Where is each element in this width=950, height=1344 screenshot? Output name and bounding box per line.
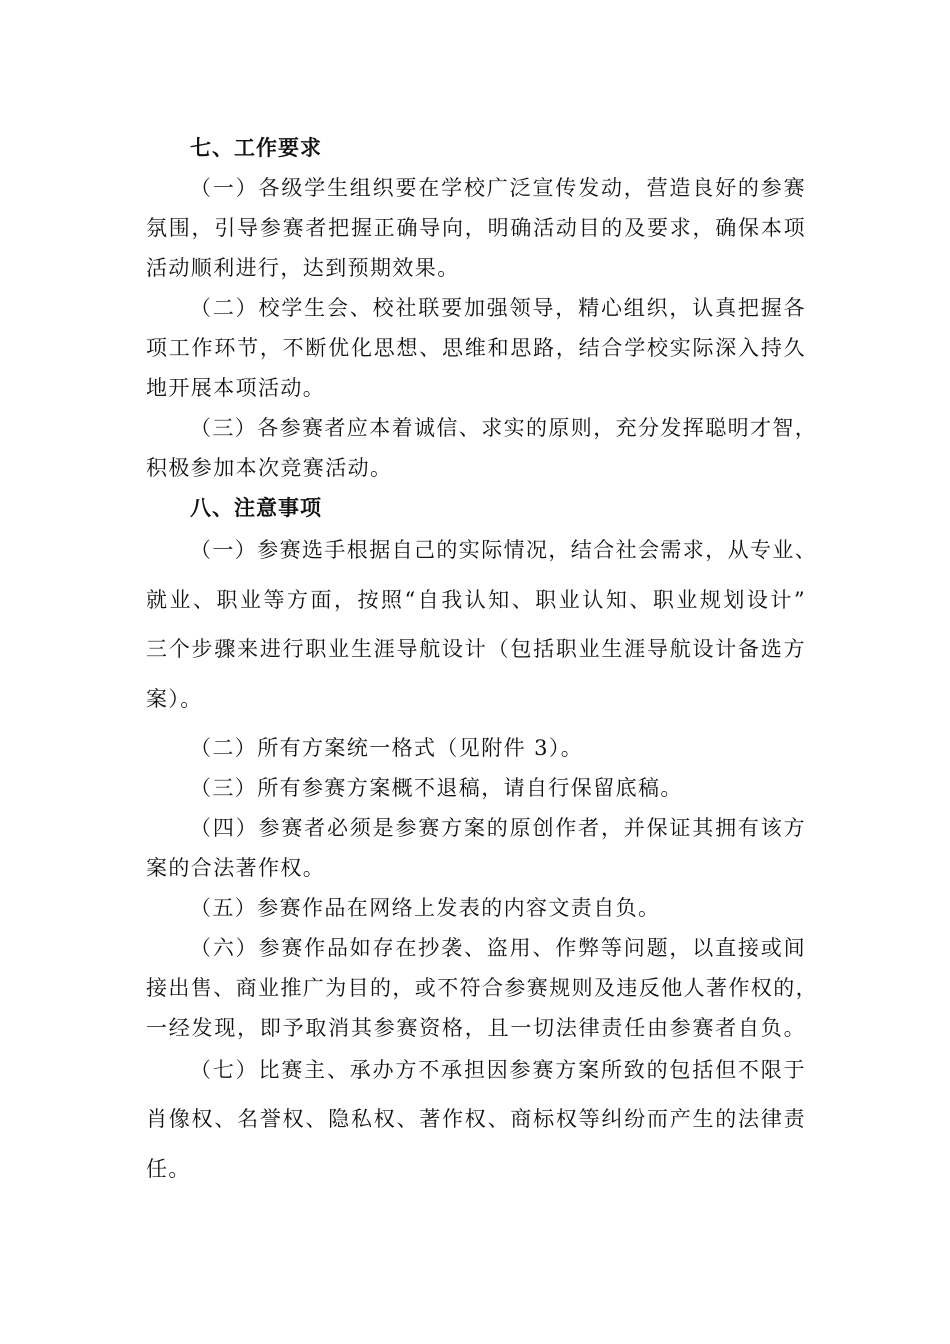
paragraph-line: 三个步骤来进行职业生涯导航设计（包括职业生涯导航设计备选方 <box>146 637 806 661</box>
section-heading-work-requirements: 七、工作要求 <box>190 136 322 160</box>
paragraph-line: 积极参加本次竞赛活动。 <box>146 456 393 480</box>
paragraph-line: 一经发现，即予取消其参赛资格，且一切法律责任由参赛者自负。 <box>146 1016 806 1040</box>
paragraph-line: 任。 <box>146 1157 191 1181</box>
paragraph-line: （五）参赛作品在网络上发表的内容文责自负。 <box>190 896 661 920</box>
paragraph-line: （六）参赛作品如存在抄袭、盗用、作弊等问题，以直接或间 <box>190 936 806 960</box>
paragraph-line: （三）各参赛者应本着诚信、求实的原则，充分发挥聪明才智， <box>190 416 818 440</box>
section-heading-notes: 八、注意事项 <box>190 496 322 520</box>
paragraph-line: 活动顺利进行，达到预期效果。 <box>146 256 460 280</box>
paragraph-line: 案）。 <box>146 687 203 711</box>
paragraph-line: （四）参赛者必须是参赛方案的原创作者，并保证其拥有该方 <box>190 816 806 840</box>
paragraph-line: 接出售、商业推广为目的，或不符合参赛规则及违反他人著作权的， <box>146 976 818 1000</box>
paragraph-line: （二）所有方案统一格式（见附件 3）。 <box>190 736 584 760</box>
paragraph-line: （一）参赛选手根据自己的实际情况，结合社会需求，从专业、 <box>190 538 818 562</box>
paragraph-line: 氛围，引导参赛者把握正确导向，明确活动目的及要求，确保本项 <box>146 216 806 240</box>
paragraph-line: （二）校学生会、校社联要加强领导，精心组织，认真把握各 <box>190 296 806 320</box>
paragraph-line: 案的合法著作权。 <box>146 856 326 880</box>
paragraph-line: 就业、职业等方面，按照“自我认知、职业认知、职业规划设计” <box>146 588 806 612</box>
paragraph-line: 肖像权、名誉权、隐私权、著作权、商标权等纠纷而产生的法律责 <box>146 1107 806 1131</box>
paragraph-line: （七）比赛主、承办方不承担因参赛方案所致的包括但不限于 <box>190 1058 806 1082</box>
paragraph-line: （一）各级学生组织要在学校广泛宣传发动，营造良好的参赛 <box>190 176 806 200</box>
paragraph-line: 地开展本项活动。 <box>146 376 326 400</box>
paragraph-line: （三）所有参赛方案概不退稿，请自行保留底稿。 <box>190 776 683 800</box>
paragraph-line: 项工作环节，不断优化思想、思维和思路，结合学校实际深入持久 <box>146 336 806 360</box>
